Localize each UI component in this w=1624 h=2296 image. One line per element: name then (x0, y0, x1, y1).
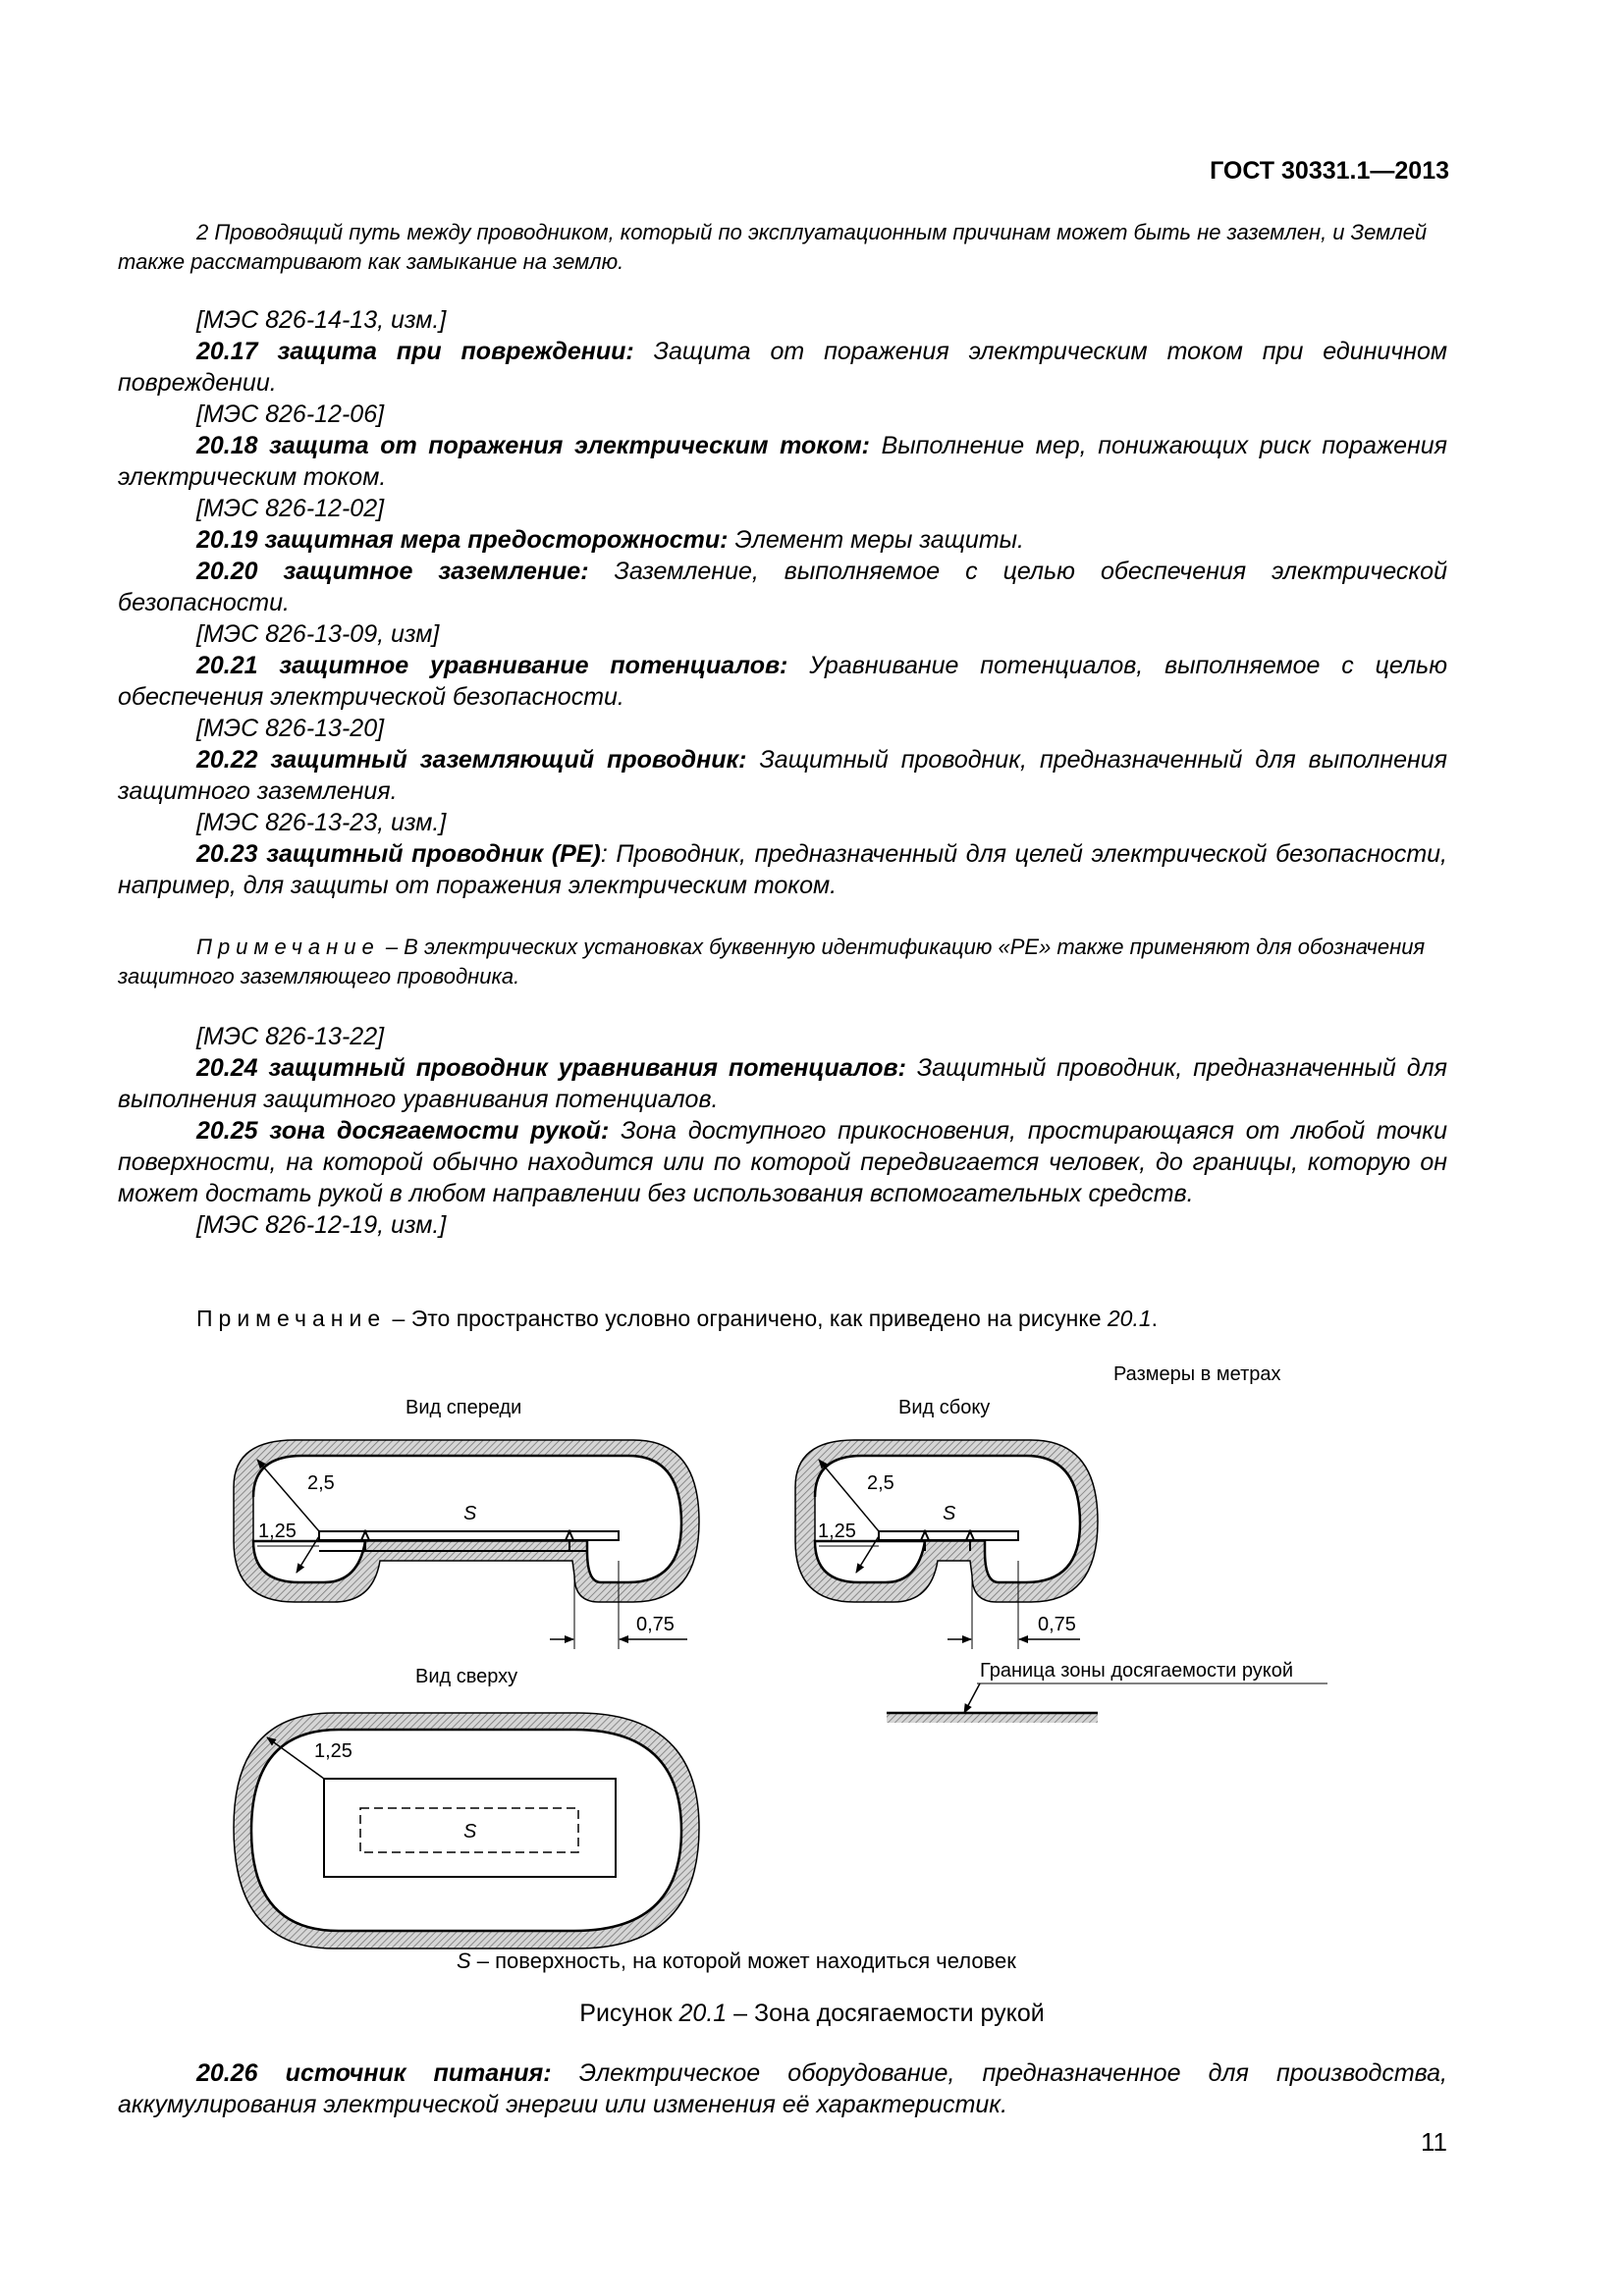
definition-20-25 (118, 1115, 1447, 1209)
caption-prefix: Рисунок (579, 2000, 679, 2027)
side-surface-plate (879, 1531, 1018, 1540)
note-text (118, 933, 1447, 991)
front-view (234, 1440, 699, 1649)
definition-20-17 (118, 336, 1447, 399)
front-dim-125: 1,25 (258, 1521, 297, 1542)
definition-20-20 (118, 556, 1447, 618)
definition-20-24 (118, 1052, 1447, 1115)
side-dim-25: 2,5 (867, 1472, 894, 1494)
front-surface-s: S (463, 1503, 477, 1524)
note-space (118, 1303, 1447, 1334)
document-header: ГОСТ 30331.1—2013 (1210, 157, 1449, 185)
definition-paragraph (118, 2057, 1447, 2120)
note-label: Примечание (196, 934, 380, 959)
front-view-label: Вид спереди (406, 1397, 522, 1418)
definition-20-21 (118, 650, 1447, 713)
definition: Уравнивание потенциалов, выполняемое с целью обеспечения электрической безопасности. (118, 652, 1447, 711)
top-view (234, 1713, 699, 1949)
figure-ref: 20.1 (1107, 1306, 1152, 1331)
definition-20-22 (118, 744, 1447, 807)
term: 20.17 защита при повреждении: (196, 338, 634, 365)
note-text (118, 1303, 1447, 1334)
term: 20.23 защитный проводник (PE) (196, 840, 601, 868)
definition: Зона доступного прикосновения, простирающаяся от любой точки поверхности, на которой обычно находится или по которой передвигается человек, до границы, которую он может достать рукой в любом направлении без использования вспомогательных средств. (118, 1117, 1447, 1207)
top-note (118, 218, 1447, 277)
reference: [МЭС 826-12-02] (196, 495, 385, 522)
note-label: Примечание (196, 1306, 387, 1331)
term: 20.26 источник питания: (196, 2059, 552, 2087)
page-number: 11 (1421, 2127, 1447, 2157)
boundary-legend-sample (887, 1713, 1098, 1723)
note-pe (118, 933, 1447, 991)
side-dim-075: 0,75 (1038, 1614, 1076, 1635)
definition: Выполнение мер, понижающих риск поражения электрическим током. (118, 432, 1447, 491)
definitions-block-2 (118, 1021, 1447, 1241)
definition-20-19 (118, 524, 1447, 556)
term: 20.20 защитное заземление: (196, 558, 589, 585)
note-body: – В электрических установках буквенную идентификацию «PE» также применяют для обозначения защитного заземляющего проводника. (118, 934, 1426, 988)
figure-caption (0, 2000, 1624, 2028)
term: 20.22 защитный заземляющий проводник: (196, 746, 747, 774)
note-end: . (1151, 1306, 1159, 1331)
reference: [МЭС 826-13-23, изм.] (196, 809, 447, 836)
definition-20-26 (118, 2057, 1447, 2120)
reference: [МЭС 826-13-20] (196, 715, 385, 742)
term: 20.18 защита от поражения электрическим током: (196, 432, 871, 459)
side-dim-125: 1,25 (818, 1521, 856, 1542)
definition: : Проводник, предназначенный для целей электрической безопасности, например, для защиты от поражения электрическим током. (118, 840, 1447, 899)
definition: Элемент меры защиты. (728, 526, 1024, 554)
note-text: 2 Проводящий путь между проводником, который по эксплуатационным причинам может быть не заземлен, и Землей также рассматривают как замыкание на землю. (118, 220, 1428, 274)
definition: Заземление, выполняемое с целью обеспечения электрической безопасности. (118, 558, 1447, 616)
boundary-label: Граница зоны досягаемости рукой (980, 1660, 1294, 1682)
front-dim-25: 2,5 (307, 1472, 335, 1494)
definition: Защитный проводник, предназначенный для выполнения защитного заземления. (118, 746, 1447, 805)
definition: Защитный проводник, предназначенный для выполнения защитного уравнивания потенциалов. (118, 1054, 1447, 1113)
legend-s-symbol: S (457, 1949, 471, 1973)
term: 20.19 защитная мера предосторожности: (196, 526, 729, 554)
top-surface-s: S (463, 1821, 477, 1842)
caption-text: – Зона досягаемости рукой (727, 2000, 1045, 2027)
figure-reach-zone (0, 1345, 1624, 1973)
reference: [МЭС 826-13-22] (196, 1023, 385, 1050)
top-view-label: Вид сверху (415, 1666, 518, 1687)
boundary-leader (964, 1683, 980, 1713)
definition-20-18 (118, 430, 1447, 493)
legend-s (457, 1949, 1016, 1973)
note-body: – Это пространство условно ограничено, как приведено на рисунке (386, 1306, 1108, 1331)
side-view-label: Вид сбоку (898, 1397, 991, 1418)
top-dim-125: 1,25 (314, 1740, 352, 1762)
reference: [МЭС 826-12-19, изм.] (196, 1211, 447, 1239)
definition-20-23 (118, 838, 1447, 901)
front-dim-075: 0,75 (636, 1614, 675, 1635)
term: 20.21 защитное уравнивание потенциалов: (196, 652, 788, 679)
reference: [МЭС 826-14-13, изм.] (196, 306, 447, 334)
term: 20.25 зона досягаемости рукой: (196, 1117, 610, 1145)
side-view (795, 1440, 1098, 1649)
term: 20.24 защитный проводник уравнивания потенциалов: (196, 1054, 906, 1082)
definitions-block-1 (118, 304, 1447, 901)
legend-s-text: – поверхность, на которой может находиться человек (470, 1949, 1016, 1973)
definition: Электрическое оборудование, предназначенное для производства, аккумулирования электрической энергии или изменения её характеристик. (118, 2059, 1447, 2118)
reference: [МЭС 826-13-09, изм] (196, 620, 440, 648)
side-surface-s: S (943, 1503, 956, 1524)
caption-number: 20.1 (678, 2000, 728, 2027)
dimensions-label: Размеры в метрах (1113, 1363, 1281, 1385)
reference: [МЭС 826-12-06] (196, 400, 385, 428)
definition: Защита от поражения электрическим током при единичном повреждении. (118, 338, 1448, 397)
